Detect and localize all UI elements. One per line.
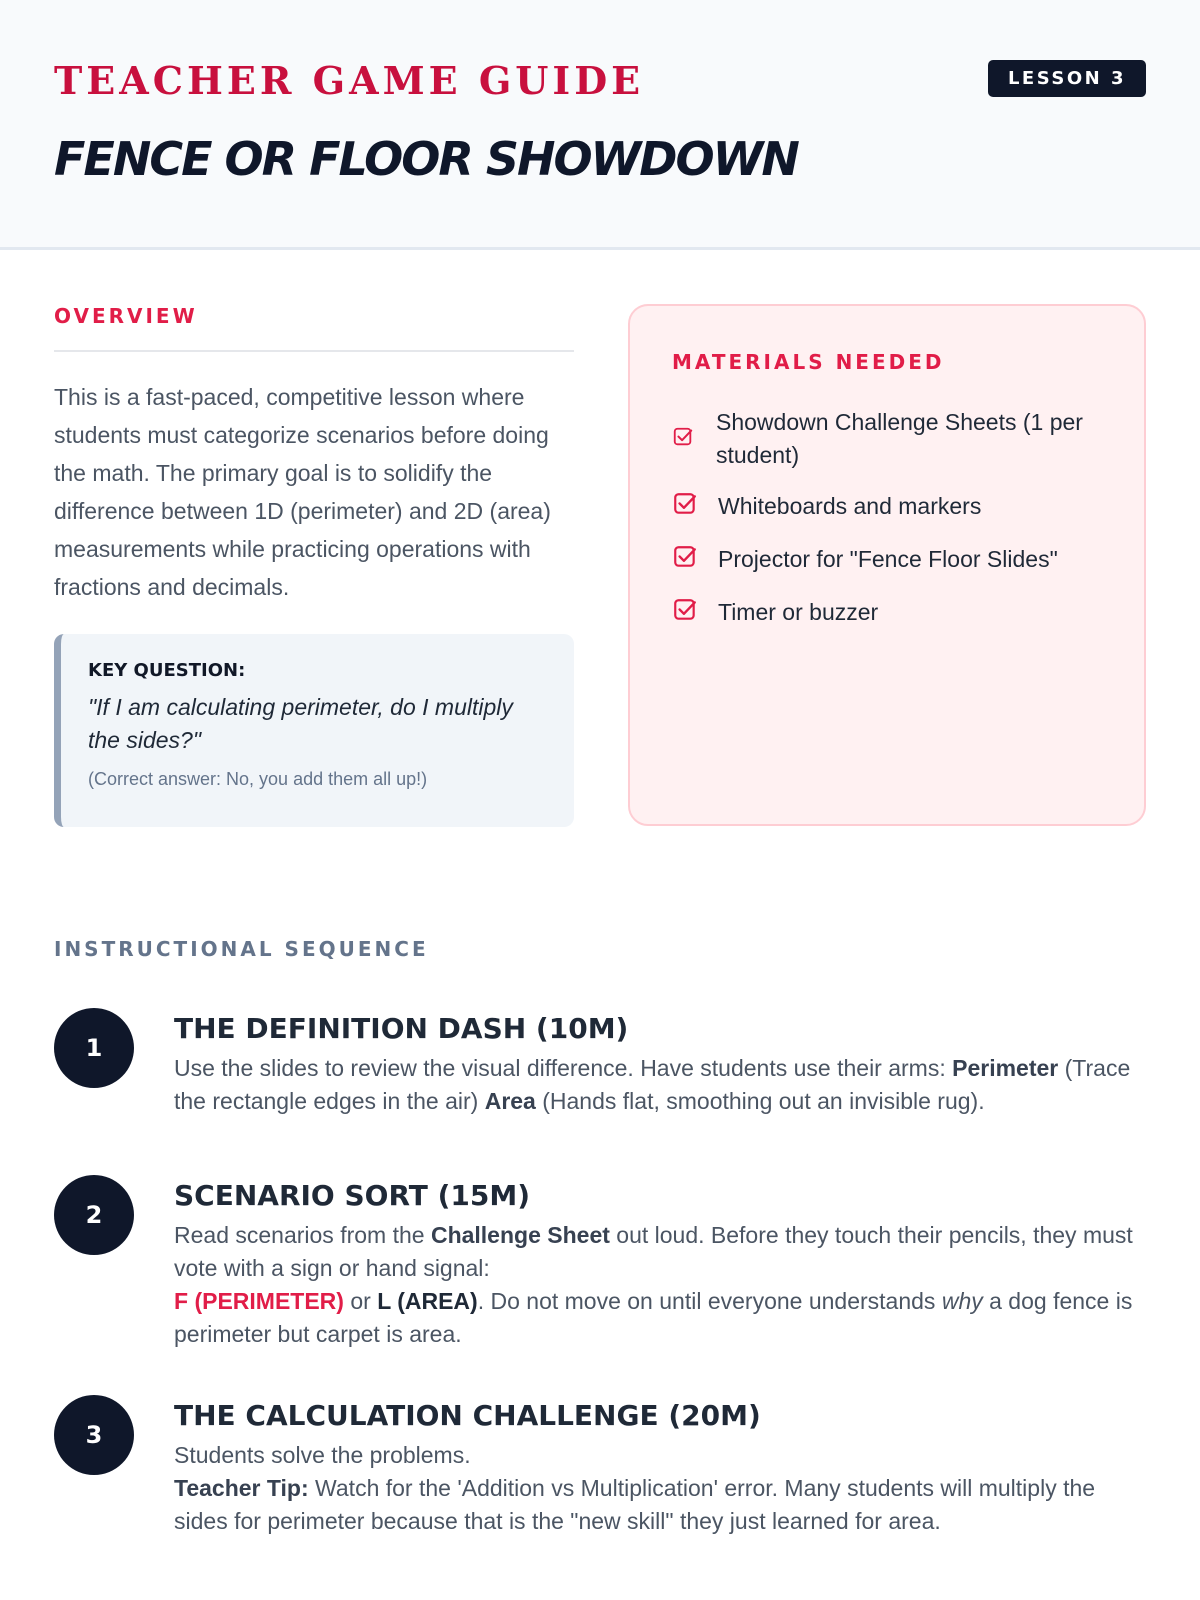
- overview-text: This is a fast-paced, competitive lesson where students must categorize scenarios before doing the math. The primary goal is to solidify the difference between 1D (perimeter) and 2D (area) measurements while practicing operations with fractions and decimals.: [54, 384, 551, 600]
- sequence-heading: INSTRUCTIONAL SEQUENCE: [54, 937, 429, 961]
- guide-eyebrow: TEACHER GAME GUIDE: [54, 58, 645, 103]
- checkbox-icon: [672, 491, 698, 522]
- materials-item: [672, 406, 1112, 472]
- materials-heading: MATERIALS NEEDED: [672, 350, 945, 374]
- step-body: [174, 1395, 1154, 1538]
- materials-item-label: Projector for "Fence Floor Slides": [718, 546, 1058, 572]
- checkbox-icon: [672, 597, 698, 628]
- step-body: [174, 1175, 1154, 1351]
- step-title: THE DEFINITION DASH (10M): [174, 1012, 629, 1045]
- header: [0, 0, 1200, 250]
- key-question-label: KEY QUESTION:: [88, 660, 246, 681]
- materials-item-label: Timer or buzzer: [718, 599, 879, 625]
- materials-item: [672, 543, 1112, 576]
- step-text: Students solve the problems. Teacher Tip: Watch for the 'Addition vs Multiplication' error. Many students will multiply the sides for perimeter because that is the "new skill" they just learned for area.: [174, 1442, 1096, 1534]
- materials-item-label: Whiteboards and markers: [718, 493, 982, 519]
- materials-item-label: Showdown Challenge Sheets (1 per student): [716, 409, 1083, 468]
- step-number: 2: [54, 1175, 134, 1255]
- materials-card: [628, 304, 1146, 826]
- page-title: FENCE OR FLOOR SHOWDOWN: [54, 132, 798, 186]
- overview-divider: [54, 350, 574, 352]
- step-text: Read scenarios from the Challenge Sheet out loud. Before they touch their pencils, they must vote with a sign or hand signal: F (PERIMETER) or L (AREA). Do not move on until everyone understands why a dog fence is perimeter but carpet is area.: [174, 1222, 1133, 1347]
- overview-heading: OVERVIEW: [54, 304, 198, 328]
- materials-item: [672, 596, 1112, 629]
- key-question-quote: "If I am calculating perimeter, do I multiply the sides?": [88, 694, 513, 753]
- step-text: Use the slides to review the visual difference. Have students use their arms: Perimeter (Trace the rectangle edges in the air) Area (Hands flat, smoothing out an invisible rug).: [174, 1055, 1131, 1114]
- step-number: 3: [54, 1395, 134, 1475]
- key-question-answer: (Correct answer: No, you add them all up!): [88, 769, 428, 789]
- step-title: SCENARIO SORT (15M): [174, 1179, 531, 1212]
- checkbox-icon: [672, 426, 694, 453]
- checkbox-icon: [672, 544, 698, 575]
- step-body: [174, 1008, 1154, 1118]
- materials-item: [672, 490, 1112, 523]
- key-question-box: [54, 634, 574, 827]
- step-number: 1: [54, 1008, 134, 1088]
- step-title: THE CALCULATION CHALLENGE (20M): [174, 1399, 761, 1432]
- lesson-badge: LESSON 3: [988, 60, 1146, 97]
